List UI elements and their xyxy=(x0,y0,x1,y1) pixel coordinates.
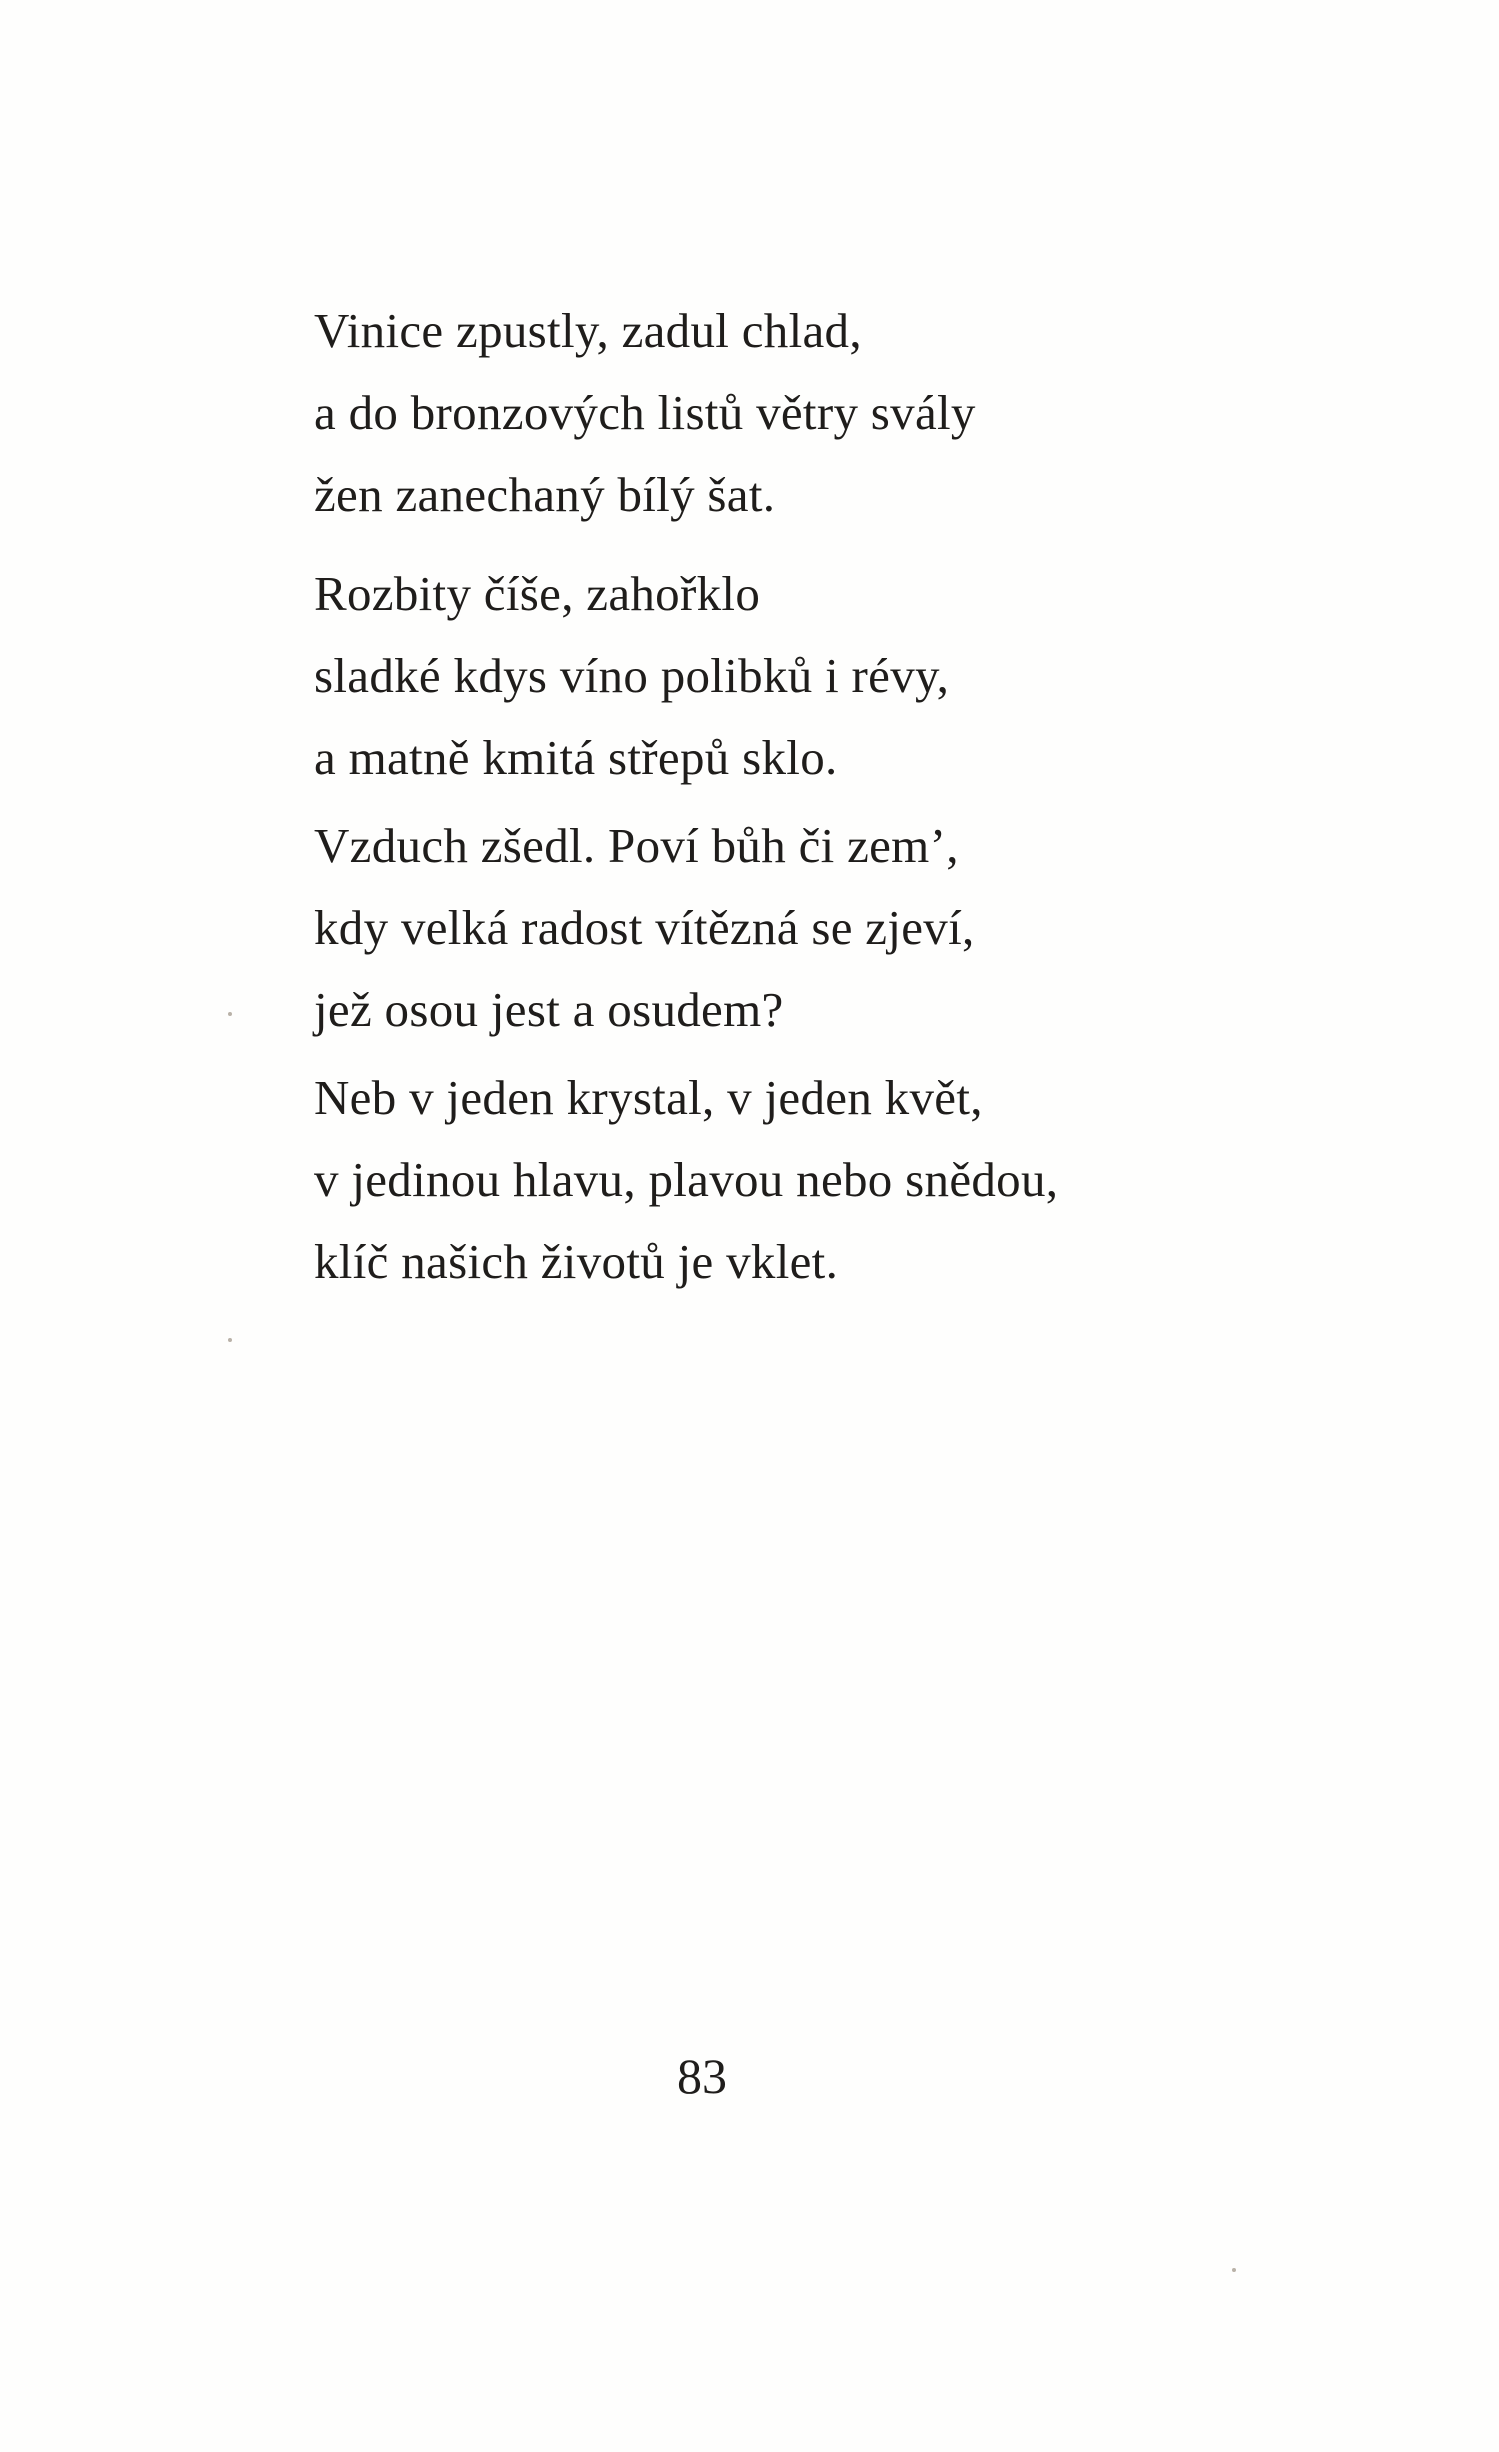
poem-line: žen zanechaný bílý šat. xyxy=(314,467,776,522)
poem-line: Vinice zpustly, zadul chlad, xyxy=(314,303,862,358)
page-number: 83 xyxy=(677,2048,727,2104)
paper-speck xyxy=(1232,2268,1236,2272)
poem-line: a do bronzových listů větry svály xyxy=(314,385,976,440)
stanza-2 xyxy=(314,553,949,799)
poem-line: kdy velká radost vítězná se zjeví, xyxy=(314,900,975,955)
poem-line: klíč našich životů je vklet. xyxy=(314,1234,839,1289)
stanza-4 xyxy=(314,1057,1058,1303)
stanza-3 xyxy=(314,805,975,1051)
poem-line: Neb v jeden krystal, v jeden květ, xyxy=(314,1070,983,1125)
poem-line: a matně kmitá střepů sklo. xyxy=(314,730,838,785)
stanza-1 xyxy=(314,290,976,536)
poem-line: v jedinou hlavu, plavou nebo snědou, xyxy=(314,1152,1059,1207)
paper-speck xyxy=(228,1012,232,1016)
poem-line: jež osou jest a osudem? xyxy=(314,982,784,1037)
paper-speck xyxy=(228,1338,232,1342)
poem-line: Vzduch zšedl. Poví bůh či zem’, xyxy=(314,818,959,873)
poem-line: sladké kdys víno polibků i révy, xyxy=(314,648,950,703)
poem-line: Rozbity číše, zahořklo xyxy=(314,566,761,621)
